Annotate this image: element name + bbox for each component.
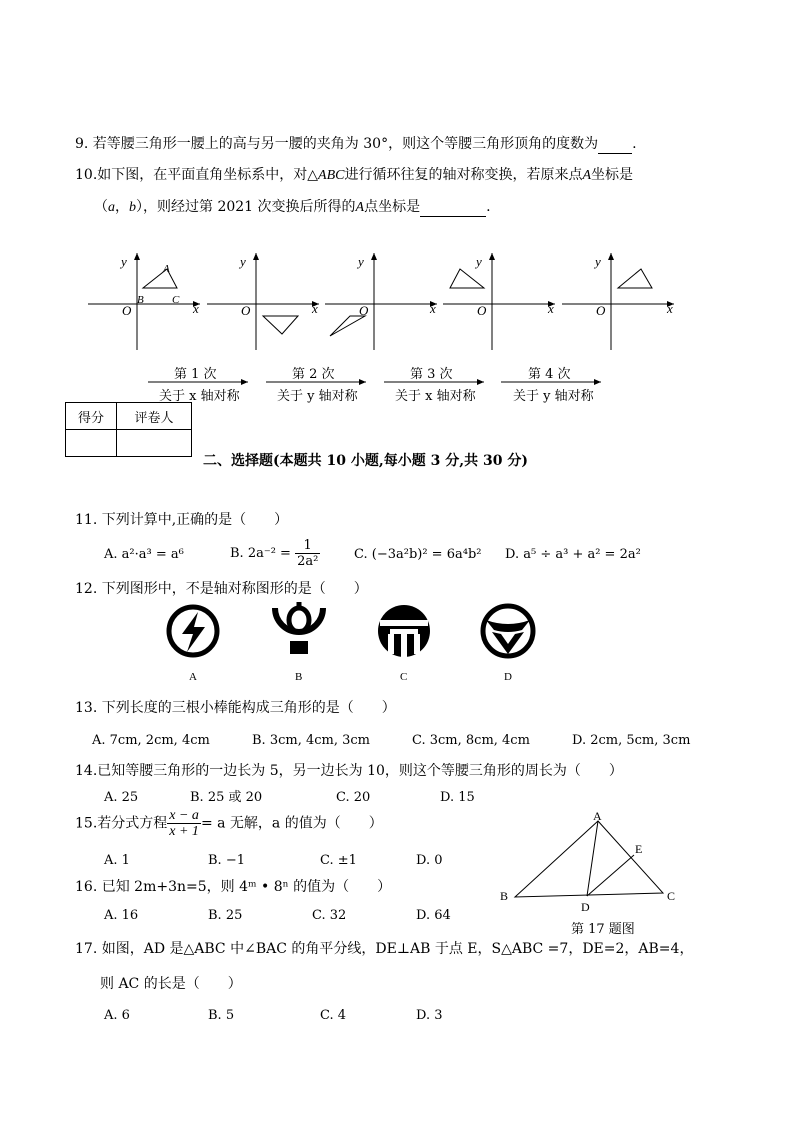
q11-b-denominator: 2a²: [297, 554, 319, 569]
coord-panel-1: [88, 253, 200, 350]
figure-d-symbol: [483, 606, 533, 656]
axis-x-label: x: [312, 301, 318, 316]
axis-y-label: y: [595, 254, 601, 269]
coord-panel-4: [443, 253, 555, 350]
q16-stem: 16. 已知 2m+3n=5，则 4ᵐ • 8ⁿ 的值为（ ）: [75, 879, 392, 895]
point-c-label: C: [172, 294, 180, 306]
q10-abc: ABC: [318, 168, 345, 183]
q11-b-prefix: B. 2a⁻² =: [230, 546, 291, 561]
figure-c-label: C: [400, 671, 408, 683]
origin-label: O: [477, 303, 487, 318]
q17-line1: 17. 如图，AD 是△ABC 中∠BAC 的角平分线，DE⊥AB 于点 E，S△ABC =7，DE=2，AB=4，: [75, 941, 694, 957]
step-4-top: 第 4 次: [528, 367, 571, 382]
q15-suffix: = a 无解，a 的值为（ ）: [200, 815, 383, 832]
step-3-top: 第 3 次: [410, 367, 453, 382]
q13-option-d[interactable]: D. 2cm, 5cm, 3cm: [572, 733, 691, 748]
q10-var-b: b: [129, 200, 136, 215]
q9-text: 9. 若等腰三角形一腰上的高与另一腰的夹角为 30°，则这个等腰三角形顶角的度数为: [75, 136, 599, 152]
q14-stem: 14.已知等腰三角形的一边长为 5，另一边长为 10，则这个等腰三角形的周长为（ ）: [75, 763, 623, 779]
origin-label: O: [241, 303, 251, 318]
origin-label: O: [122, 303, 132, 318]
axis-y-label: y: [121, 254, 127, 269]
triangle-abc: [143, 269, 177, 288]
q14-option-a[interactable]: A. 25: [104, 790, 139, 805]
q10-point-a: A: [582, 168, 592, 183]
point-b-label: B: [137, 294, 144, 306]
point-d-label: D: [581, 900, 590, 914]
step-2-top: 第 2 次: [292, 367, 335, 382]
triangle-image-1: [263, 316, 298, 334]
q13-option-a[interactable]: A. 7cm, 2cm, 4cm: [92, 733, 210, 748]
point-c-label: C: [667, 889, 676, 903]
figure-b-label: B: [295, 671, 303, 683]
q11-option-b[interactable]: [230, 538, 320, 569]
q10-line2: [94, 198, 491, 217]
q10-text-1c: 坐标是: [591, 167, 634, 183]
q15-option-c[interactable]: C. ±1: [320, 853, 357, 868]
axis-y-label: y: [240, 254, 246, 269]
section-2-title: 二、选择题(本题共 10 小题,每小题 3 分,共 30 分): [203, 453, 528, 469]
q10-end: .: [486, 199, 491, 215]
q12-stem: 12. 下列图形中，不是轴对称图形的是（ ）: [75, 581, 368, 597]
q13-option-c[interactable]: C. 3cm, 8cm, 4cm: [412, 733, 530, 748]
axis-x-label: x: [667, 301, 673, 316]
q10-comma: ，: [115, 199, 129, 215]
score-cell[interactable]: [66, 430, 117, 457]
triangle-image-4: [618, 269, 652, 288]
point-b-label: B: [500, 889, 509, 903]
q11-option-c[interactable]: C. (−3a²b)² = 6a⁴b²: [354, 547, 482, 562]
q11-stem: 11. 下列计算中,正确的是（ ）: [75, 512, 289, 528]
q9-line: [75, 135, 637, 154]
figure-b-symbol: [275, 602, 323, 654]
origin-label: O: [596, 303, 606, 318]
score-header: 得分: [66, 403, 117, 430]
q14-option-c[interactable]: C. 20: [336, 790, 371, 805]
q10-line1: [75, 166, 633, 185]
step-1-bottom: 关于 x 轴对称: [159, 389, 240, 404]
q11-option-d[interactable]: D. a⁵ ÷ a³ + a² = 2a²: [505, 547, 641, 562]
segment-ad: [587, 821, 598, 896]
figure-c-symbol: [378, 605, 430, 657]
q17-option-c[interactable]: C. 4: [320, 1008, 347, 1023]
q14-option-d[interactable]: D. 15: [440, 790, 475, 805]
q13-stem: 13. 下列长度的三根小棒能构成三角形的是（ ）: [75, 700, 396, 716]
q11-b-numerator: 1: [295, 538, 320, 554]
q11-option-a[interactable]: A. a²·a³ = a⁶: [104, 547, 184, 562]
q15-option-b[interactable]: B. −1: [208, 853, 245, 868]
q10-paren-open: （: [94, 199, 108, 215]
triangle-image-3: [450, 269, 484, 288]
grader-cell[interactable]: [117, 430, 192, 457]
q17-option-a[interactable]: A. 6: [104, 1008, 130, 1023]
q17-option-b[interactable]: B. 5: [208, 1008, 235, 1023]
figure-d-label: D: [504, 671, 512, 683]
q15-denominator: x + 1: [169, 824, 199, 839]
q12-figures: [0, 598, 794, 688]
axis-x-label: x: [430, 301, 436, 316]
q10-text-2b: ），则经过第 2021 次变换后所得的: [136, 199, 356, 215]
q9-answer-blank[interactable]: [598, 135, 632, 154]
step-4-bottom: 关于 y 轴对称: [513, 389, 594, 404]
point-a-label: A: [593, 809, 602, 823]
q10-text-1: 10.如下图，在平面直角坐标系中，对△: [75, 167, 319, 183]
axis-x-label: x: [193, 301, 199, 316]
q16-option-b[interactable]: B. 25: [208, 908, 243, 923]
step-2-bottom: 关于 y 轴对称: [277, 389, 358, 404]
origin-label: O: [359, 303, 369, 318]
q9-end: .: [632, 136, 637, 152]
q16-option-d[interactable]: D. 64: [416, 908, 451, 923]
triangle-image-2: [330, 316, 365, 336]
coord-panel-5: [562, 253, 674, 350]
q17-line2: 则 AC 的长是（ ）: [100, 976, 242, 992]
coord-panel-2: [207, 253, 319, 350]
q10-point-a-2: A: [355, 200, 365, 215]
q14-option-b[interactable]: B. 25 或 20: [190, 790, 263, 805]
q11-b-fraction: [295, 538, 320, 569]
figure-a-lightning: [169, 607, 217, 655]
q10-text-2c: 点坐标是: [364, 199, 421, 215]
axis-x-label: x: [548, 301, 554, 316]
q15-numerator: x − a: [169, 808, 199, 823]
score-table: [65, 402, 192, 457]
q13-option-b[interactable]: B. 3cm, 4cm, 3cm: [252, 733, 370, 748]
q15-option-a[interactable]: A. 1: [104, 853, 130, 868]
q17-option-d[interactable]: D. 3: [416, 1008, 443, 1023]
point-a-label: A: [163, 263, 170, 275]
q16-option-c[interactable]: C. 32: [312, 908, 347, 923]
q17-figure-caption: 第 17 题图: [571, 922, 635, 937]
q10-var-a: a: [108, 200, 115, 215]
grader-header: 评卷人: [117, 403, 192, 430]
segment-de: [587, 855, 634, 896]
q15-option-d[interactable]: D. 0: [416, 853, 443, 868]
q15-fraction: [167, 808, 201, 839]
q10-text-1b: 进行循环往复的轴对称变换，若原来点: [344, 167, 583, 183]
q15-prefix: 15.若分式方程: [75, 815, 168, 832]
q16-option-a[interactable]: A. 16: [104, 908, 139, 923]
q10-figure: [0, 245, 794, 405]
q15-stem: [75, 808, 383, 839]
coord-panel-3: [325, 253, 437, 350]
axis-y-label: y: [358, 254, 364, 269]
figure-a-label: A: [189, 671, 197, 683]
step-3-bottom: 关于 x 轴对称: [395, 389, 476, 404]
step-1-top: 第 1 次: [174, 367, 217, 382]
point-e-label: E: [635, 842, 643, 856]
axis-y-label: y: [476, 254, 482, 269]
q10-answer-blank[interactable]: [420, 198, 486, 217]
